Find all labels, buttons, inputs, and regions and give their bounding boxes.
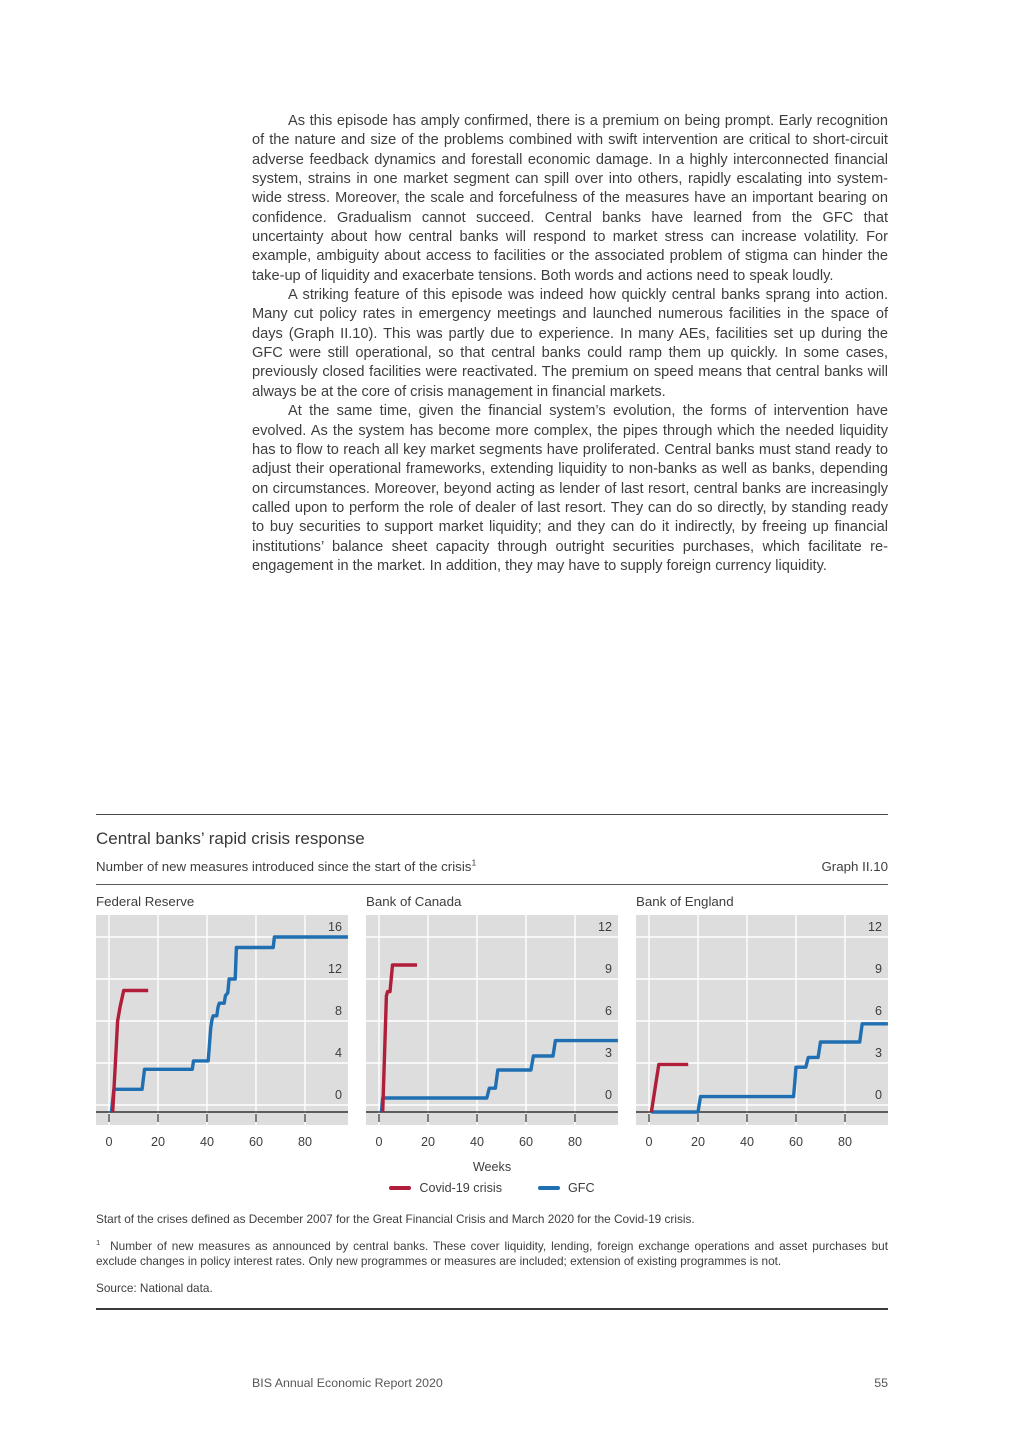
- panel-federal-reserve: [96, 890, 348, 1158]
- svg-text:60: 60: [248, 1135, 264, 1149]
- svg-text:3: 3: [874, 1046, 882, 1060]
- footer-page-number: 55: [874, 1376, 888, 1390]
- svg-text:12: 12: [597, 920, 612, 934]
- figure-graph-II-10: [96, 814, 888, 1310]
- paragraph: As this episode has amply confirmed, there is a premium on being prompt. Early recognition of the nature and size of the problems combined with swift intervention are critical to short-circuit adverse feedback dynamics and forestall economic damage. In a highly interconnected financial system, strains in one market segment can spill over into others, rapidly escalating into system-wide stress. Moreover, the scale and forcefulness of the measures have an important bearing on confidence. Gradualism cannot succeed. Central banks have learned from the GFC that uncertainty about how central banks will respond to market stress can increase volatility. For example, ambiguity about access to facilities or the associated problem of stigma can hinder the take-up of liquidity and exacerbate tensions. Both words and actions need to speak loudly.: [252, 113, 888, 284]
- figure-subtitle: Number of new measures introduced since the start of the crisis$^1$: [96, 857, 477, 874]
- legend-item-gfc: [538, 1181, 595, 1195]
- gfc-line-swatch: [538, 1186, 560, 1190]
- svg-text:0: 0: [604, 1088, 612, 1102]
- svg-text:6: 6: [874, 1004, 882, 1018]
- figure-source: Source: National data.: [96, 1280, 213, 1295]
- svg-text:9: 9: [604, 962, 612, 976]
- figure-subtitle-row: [96, 859, 888, 874]
- panel-title: Bank of England: [636, 894, 734, 909]
- svg-text:0: 0: [334, 1088, 342, 1102]
- figure-note: Start of the crises defined as December 2007 for the Great Financial Crisis and March 2020 for the Covid-19 crisis.: [96, 1212, 695, 1226]
- covid-line-swatch: [389, 1186, 411, 1190]
- legend-label: GFC: [568, 1181, 595, 1195]
- svg-text:0: 0: [105, 1135, 113, 1149]
- svg-text:16: 16: [327, 920, 342, 934]
- svg-text:40: 40: [199, 1135, 215, 1149]
- svg-text:20: 20: [150, 1135, 166, 1149]
- svg-text:20: 20: [690, 1135, 706, 1149]
- figure-footnote: $^1$ Number of new measures as announced by central banks. These cover liquidity, lending, foreign exchange operations and asset purchases but exclude changes in policy interest rates. Only new programmes or measures are included; extension of existing programmes is not.: [96, 1237, 888, 1269]
- figure-title: Central banks’ rapid crisis response: [96, 829, 365, 848]
- body-text-column: [252, 112, 888, 576]
- paragraph: At the same time, given the financial system’s evolution, the forms of intervention have evolved. As the system has become more complex, the pipes through which the needed liquidity has to flow to reach all key market segments have proliferated. Central banks must stand ready to adjust their operational frameworks, extending liquidity to non-banks as well as banks, depending on circumstances. Moreover, beyond acting as lender of last resort, central banks are increasingly called upon to perform the role of dealer of last resort. They can do so directly, by standing ready to buy securities to support market liquidity; and they can do it indirectly, by freeing up financial institutions’ balance sheet capacity through outright securities purchases, which facilitate re-engagement in the market. In addition, they may have to supply foreign currency liquidity.: [252, 403, 888, 574]
- figure-top-rule: [96, 814, 888, 815]
- svg-text:8: 8: [334, 1004, 342, 1018]
- chart-panels-row: [96, 890, 888, 1158]
- figure-bottom-rule: [96, 1308, 888, 1310]
- panel-bank-of-england: [636, 890, 888, 1158]
- svg-text:0: 0: [375, 1135, 383, 1149]
- figure-mid-rule: [96, 884, 888, 885]
- svg-text:12: 12: [867, 920, 882, 934]
- svg-text:80: 80: [837, 1135, 853, 1149]
- svg-text:12: 12: [327, 962, 342, 976]
- svg-text:0: 0: [874, 1088, 882, 1102]
- svg-text:40: 40: [739, 1135, 755, 1149]
- chart-panel-bank-of-canada: [366, 915, 618, 1153]
- svg-text:40: 40: [469, 1135, 485, 1149]
- graph-number-label: Graph II.10: [821, 859, 888, 874]
- svg-text:20: 20: [420, 1135, 436, 1149]
- chart-legend: [96, 1181, 888, 1195]
- svg-text:4: 4: [334, 1046, 342, 1060]
- svg-text:0: 0: [645, 1135, 653, 1149]
- panel-title: Bank of Canada: [366, 894, 462, 909]
- chart-panel-federal-reserve: [96, 915, 348, 1153]
- svg-text:60: 60: [788, 1135, 804, 1149]
- panel-title: Federal Reserve: [96, 894, 195, 909]
- chart-panel-bank-of-england: [636, 915, 888, 1153]
- svg-text:80: 80: [567, 1135, 583, 1149]
- svg-text:6: 6: [604, 1004, 612, 1018]
- panel-bank-of-canada: [366, 890, 618, 1158]
- svg-text:80: 80: [297, 1135, 313, 1149]
- paragraph: A striking feature of this episode was indeed how quickly central banks sprang into action. Many cut policy rates in emergency meetings and launched numerous facilities in the space of days (Graph II.10). This was partly due to experience. In many AEs, facilities set up during the GFC were still operational, so that central banks could ramp them up quickly. In some cases, previously closed facilities were reactivated. The premium on speed means that central banks will always be at the core of crisis management in financial markets.: [252, 287, 888, 400]
- svg-text:60: 60: [518, 1135, 534, 1149]
- footnote-marker: 1: [96, 1237, 101, 1247]
- legend-label: Covid-19 crisis: [419, 1181, 502, 1195]
- footer-report-title: BIS Annual Economic Report 2020: [252, 1376, 443, 1390]
- svg-text:9: 9: [874, 962, 882, 976]
- subtitle-footnote-marker: 1: [471, 857, 477, 868]
- legend-item-covid: [389, 1181, 502, 1195]
- svg-text:3: 3: [604, 1046, 612, 1060]
- x-axis-label: Weeks: [472, 1160, 512, 1174]
